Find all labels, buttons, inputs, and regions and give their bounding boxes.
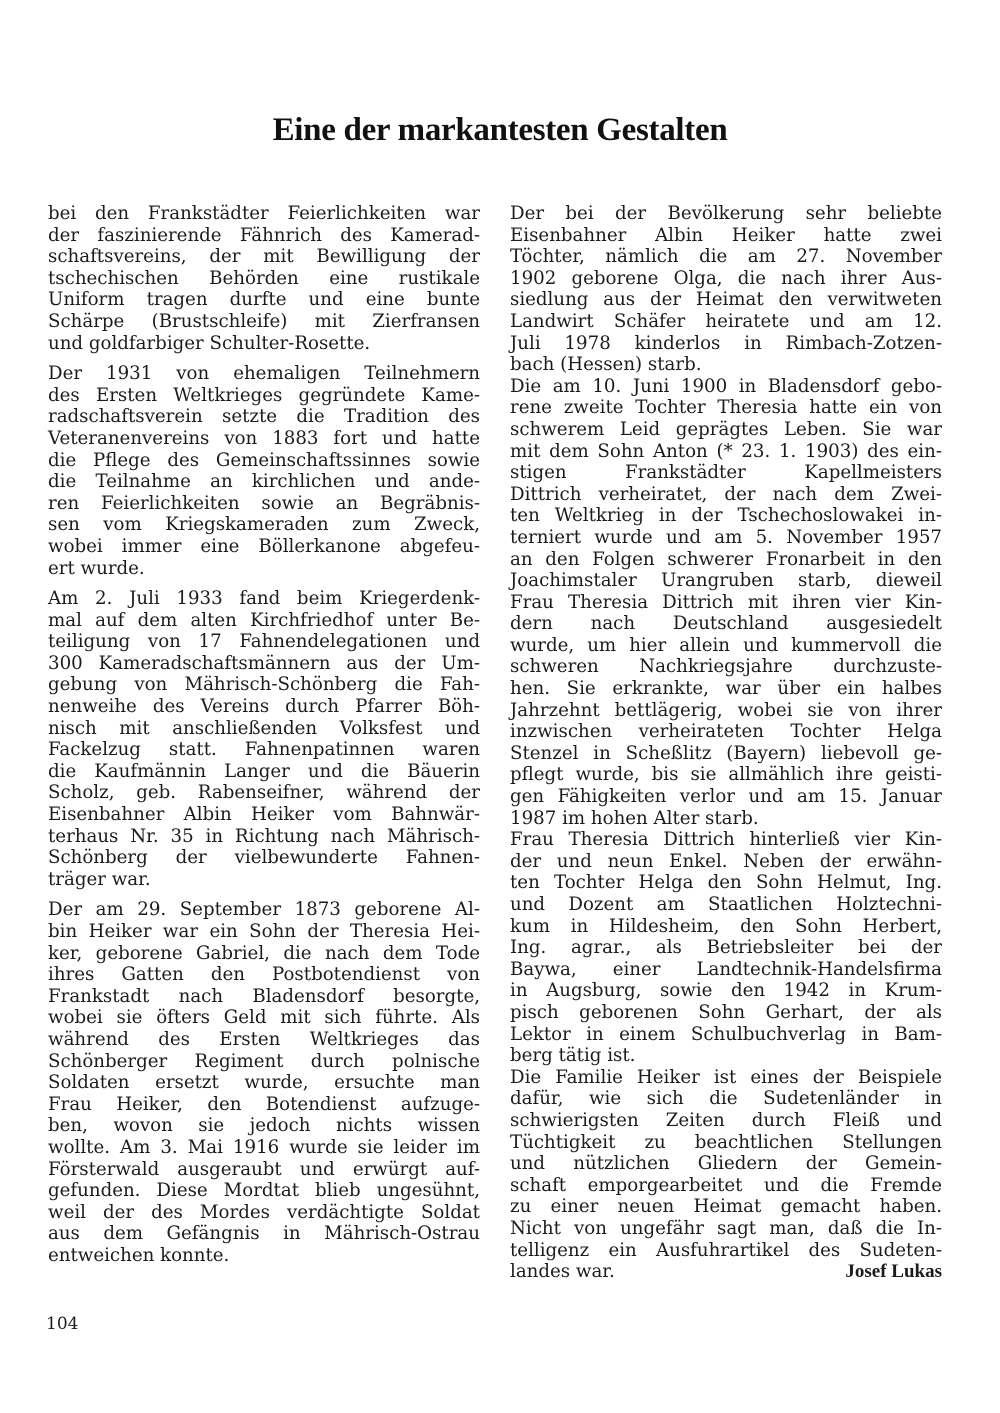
text-line: 300 Kameradschaftsmännern aus der Um- [48, 652, 480, 674]
page-number: 104 [46, 1314, 79, 1334]
text-line: Am 2. Juli 1933 fand beim Kriegerdenk- [48, 588, 480, 610]
paragraph-gap [48, 354, 480, 363]
text-line: inzwischen verheirateten Tochter Helga [510, 721, 942, 743]
text-line: siedlung aus der Heimat den verwitweten [510, 289, 942, 311]
text-line: und Dozent am Staatlichen Holztechni- [510, 894, 942, 915]
text-line: Frankstadt nach Bladensdorf besorgte, [48, 985, 480, 1007]
text-line: in Augsburg, sowie den 1942 in Krum- [510, 980, 942, 1002]
text-line: entweichen konnte. [48, 1244, 230, 1266]
paragraph [510, 1067, 942, 1283]
text-line: aus dem Gefängnis in Mährisch-Ostrau [48, 1223, 480, 1245]
text-line: ten Weltkrieg in der Tschechoslowakei in- [510, 505, 942, 527]
paragraph [48, 203, 480, 354]
text-line: mit dem Sohn Anton (* 23. 1. 1903) des ein- [510, 440, 942, 462]
text-line: teiligung von 17 Fahnendelegationen und [48, 631, 480, 653]
text-line: an den Folgen schwerer Fronarbeit in den [510, 548, 942, 570]
text-line: Stenzel in Scheßlitz (Bayern) liebevoll ge- [510, 742, 942, 764]
text-line: rene zweite Tochter Theresia hatte ein von [510, 397, 942, 419]
text-line: Försterwald ausgeraubt und erwürgt auf- [48, 1158, 480, 1180]
text-line: sen vom Kriegskameraden zum Zweck, [48, 514, 480, 536]
text-line: schweren Nachkriegsjahre durchzuste- [510, 656, 942, 678]
text-line: Dittrich verheiratet, der nach dem Zwei- [510, 483, 942, 505]
text-line: dern nach Deutschland ausgesiedelt [510, 613, 942, 635]
text-line: Ing. agrar., als Betriebsleiter bei der [510, 937, 942, 959]
left-column [48, 203, 480, 1267]
text-line: tschechischen Behörden eine rustikale [48, 267, 480, 289]
text-line: pisch geborenen Sohn Gerhart, der als [510, 1001, 942, 1023]
paragraph-gap [48, 579, 480, 588]
text-line: Jahrzehnt bettlägerig, wobei sie von ihrer [510, 699, 942, 721]
text-line: wurde, um hier allein und kummervoll die [510, 634, 942, 656]
text-line: Schönberger Regiment durch polnische [48, 1050, 480, 1072]
text-line: während des Ersten Weltkrieges das [48, 1028, 480, 1050]
text-line: stigen Frankstädter Kapellmeisters [510, 462, 942, 484]
closing-line [510, 1261, 942, 1283]
paragraph [48, 363, 480, 579]
text-line: ihres Gatten den Postbotendienst von [48, 964, 480, 986]
text-line: Schärpe (Brustschleife) mit Zierfransen [48, 310, 480, 332]
text-line: Eisenbahner Albin Heiker vom Bahnwär- [48, 804, 480, 826]
text-line: weil der des Mordes verdächtigte Soldat [48, 1201, 480, 1223]
text-line: 1902 geborene Olga, die nach ihrer Aus- [510, 267, 942, 289]
page-title: Eine der markantesten Gestalten [272, 112, 728, 148]
text-line: ren Feierlichkeiten sowie an Begräbnis- [48, 492, 480, 514]
text-line: telligenz ein Ausfuhrartikel des Sudeten- [510, 1239, 942, 1261]
text-line: Frau Heiker, den Botendienst aufzuge- [48, 1093, 480, 1115]
text-line: und goldfarbiger Schulter-Rosette. [48, 332, 371, 354]
text-line: die Pflege des Gemeinschaftssinnes sowie [48, 449, 480, 471]
text-line: Lektor in einem Schulbuchverlag in Bam- [510, 1023, 942, 1045]
text-line: Der am 29. September 1873 geborene Al- [48, 899, 480, 921]
right-column [510, 203, 942, 1283]
text-line: ker, geborene Gabriel, die nach dem Tode [48, 942, 480, 964]
text-line: nenweihe des Vereins durch Pfarrer Böh- [48, 696, 480, 718]
text-line: gefunden. Diese Mordtat blieb ungesühnt, [48, 1180, 480, 1202]
text-line: Die Familie Heiker ist eines der Beispiele [510, 1066, 942, 1088]
text-line: terhaus Nr. 35 in Richtung nach Mährisch- [48, 825, 480, 847]
text-line: des Ersten Weltkrieges gegründete Kame- [48, 384, 480, 406]
text-line: wollte. Am 3. Mai 1916 wurde sie leider im [48, 1136, 480, 1158]
text-line: Landwirt Schäfer heiratete und am 12. [510, 310, 942, 332]
text-line: ten Tochter Helga den Sohn Helmut, Ing. [510, 872, 942, 894]
text-line: 1987 im hohen Alter starb. [510, 807, 759, 829]
text-line: Frau Theresia Dittrich hinterließ vier Kin- [510, 829, 942, 851]
text-line: der faszinierende Fähnrich des Kamerad- [48, 224, 480, 246]
text-line: terniert wurde und am 5. November 1957 [510, 526, 942, 548]
text-line: wobei sie öfters Geld mit sich führte. Als [48, 1007, 480, 1029]
text-line: wobei immer eine Böllerkanone abgefeu- [48, 535, 480, 557]
text-line: Fackelzug statt. Fahnenpatinnen waren [48, 739, 480, 761]
text-line: zu einer neuen Heimat gemacht haben. [510, 1196, 942, 1218]
text-line: Der 1931 von ehemaligen Teilnehmern [48, 363, 480, 385]
text-line: Scholz, geb. Rabenseifner, während der [48, 782, 480, 804]
text-line: mal auf dem alten Kirchfriedhof unter Be- [48, 609, 480, 631]
text-line: landes war. [510, 1261, 615, 1283]
text-line: hen. Sie erkrankte, war über ein halbes [510, 678, 942, 700]
text-line: die Kaufmännin Langer und die Bäuerin [48, 760, 480, 782]
text-line: die Teilnahme an kirchlichen und ande- [48, 471, 480, 493]
text-line: Die am 10. Juni 1900 in Bladensdorf gebo- [510, 375, 942, 397]
text-line: pflegt wurde, bis sie allmählich ihre geisti- [510, 764, 942, 786]
text-line: dafür, wie sich die Sudetenländer in [510, 1088, 942, 1110]
text-line: bei den Frankstädter Feierlichkeiten war [48, 203, 480, 224]
text-line: Juli 1978 kinderlos in Rimbach-Zotzen- [510, 332, 942, 354]
text-line: Schönberg der vielbewunderte Fahnen- [48, 847, 480, 869]
text-line: Soldaten ersetzt wurde, ersuchte man [48, 1072, 480, 1094]
text-line: Joachimstaler Urangruben starb, dieweil [510, 570, 942, 592]
text-line: bin Heiker war ein Sohn der Theresia Hei- [48, 921, 480, 942]
text-line: bach (Hessen) starb. [510, 354, 702, 376]
text-line: schwerem Leid geprägtes Leben. Sie war [510, 418, 942, 440]
paragraph [510, 376, 942, 829]
paragraph [48, 899, 480, 1266]
text-line: Nicht von ungefähr sagt man, daß die In- [510, 1217, 942, 1239]
text-line: gebung von Mährisch-Schönberg die Fah- [48, 674, 480, 696]
paragraph [510, 203, 942, 376]
text-line: Frau Theresia Dittrich mit ihren vier Kin- [510, 591, 942, 613]
paragraph [48, 588, 480, 890]
text-line: schaftsvereins, der mit Bewilligung der [48, 246, 480, 268]
author-signature: Josef Lukas [845, 1261, 942, 1283]
text-line: Eisenbahner Albin Heiker hatte zwei [510, 224, 942, 246]
text-line: radschaftsverein setzte die Tradition des [48, 406, 480, 428]
text-line: ert wurde. [48, 557, 145, 579]
text-line: schwierigsten Zeiten durch Fleiß und [510, 1109, 942, 1131]
text-line: und nützlichen Gliedern der Gemein- [510, 1153, 942, 1175]
text-line: gen Fähigkeiten verlor und am 15. Januar [510, 786, 942, 808]
text-line: Tüchtigkeit zu beachtlichen Stellungen [510, 1131, 942, 1153]
text-line: kum in Hildesheim, den Sohn Herbert, [510, 915, 942, 937]
text-line: Töchter, nämlich die am 27. November [510, 246, 942, 268]
text-line: nisch mit anschließenden Volksfest und [48, 717, 480, 739]
text-line: der und neun Enkel. Neben der erwähn- [510, 850, 942, 872]
text-line: schaft emporgearbeitet und die Fremde [510, 1174, 942, 1196]
text-line: ben, wovon sie jedoch nichts wissen [48, 1115, 480, 1137]
text-line: Uniform tragen durfte und eine bunte [48, 289, 480, 311]
text-line: Veteranenvereins von 1883 fort und hatte [48, 427, 480, 449]
text-line: Baywa, einer Landtechnik-Handelsfirma [510, 958, 942, 980]
paragraph [510, 829, 942, 1067]
text-line: berg tätig ist. [510, 1045, 636, 1067]
text-line: Der bei der Bevölkerung sehr beliebte [510, 203, 942, 224]
paragraph-gap [48, 890, 480, 899]
text-line: träger war. [48, 868, 151, 890]
